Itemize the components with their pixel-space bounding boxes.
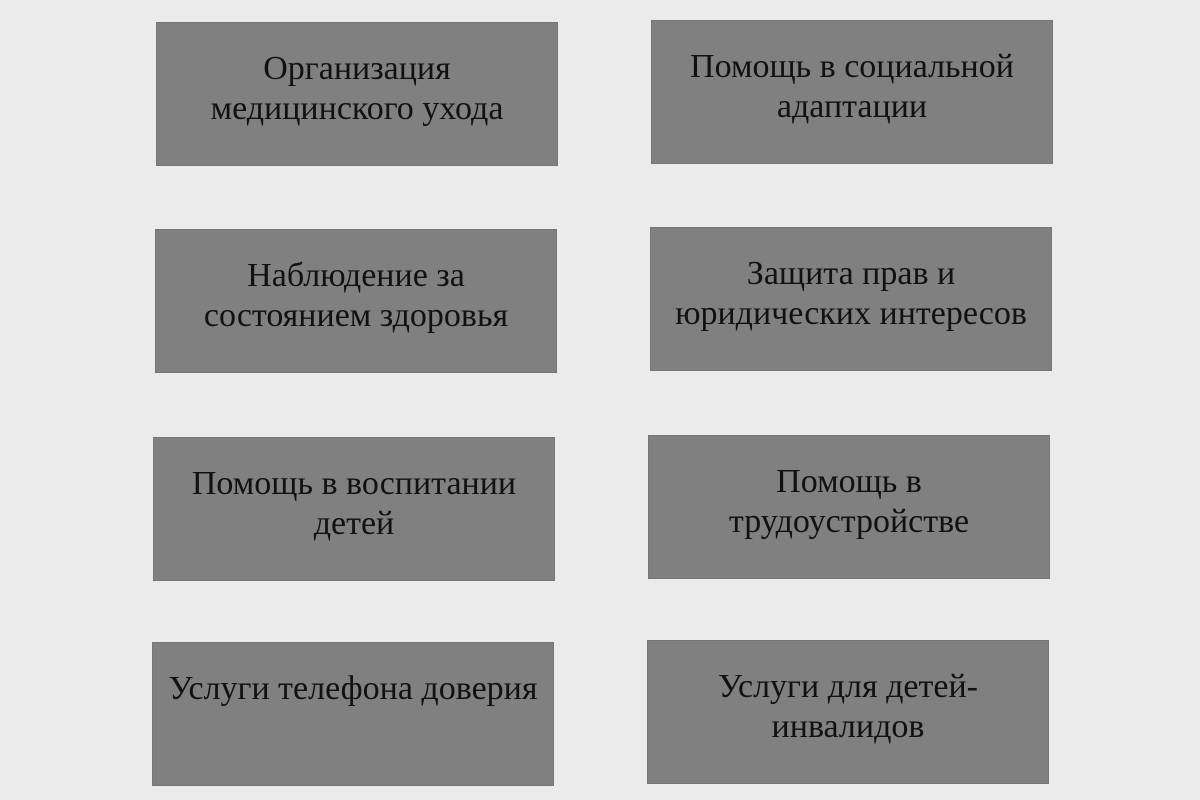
card-label: Защита прав и юридических интересов: [675, 255, 1027, 332]
card-label: Помощь в воспитании детей: [191, 465, 517, 542]
card-medical-care: [156, 22, 558, 166]
card-label: Услуги телефона доверия: [168, 670, 538, 707]
card-child-upbringing: [153, 437, 555, 581]
card-label: Помощь в социальной адаптации: [690, 48, 1014, 125]
card-label: Помощь в трудоустройстве: [728, 463, 970, 540]
card-helpline: [152, 642, 554, 786]
card-legal-protection: [650, 227, 1052, 371]
card-label: Услуги для детей-инвалидов: [718, 668, 978, 745]
card-social-adaptation: [651, 20, 1053, 164]
card-employment-help: [648, 435, 1050, 579]
card-label: Наблюдение за состоянием здоровья: [203, 257, 509, 334]
card-label: Организация медицинского ухода: [210, 50, 504, 127]
card-disabled-children: [647, 640, 1049, 784]
card-health-monitoring: [155, 229, 557, 373]
